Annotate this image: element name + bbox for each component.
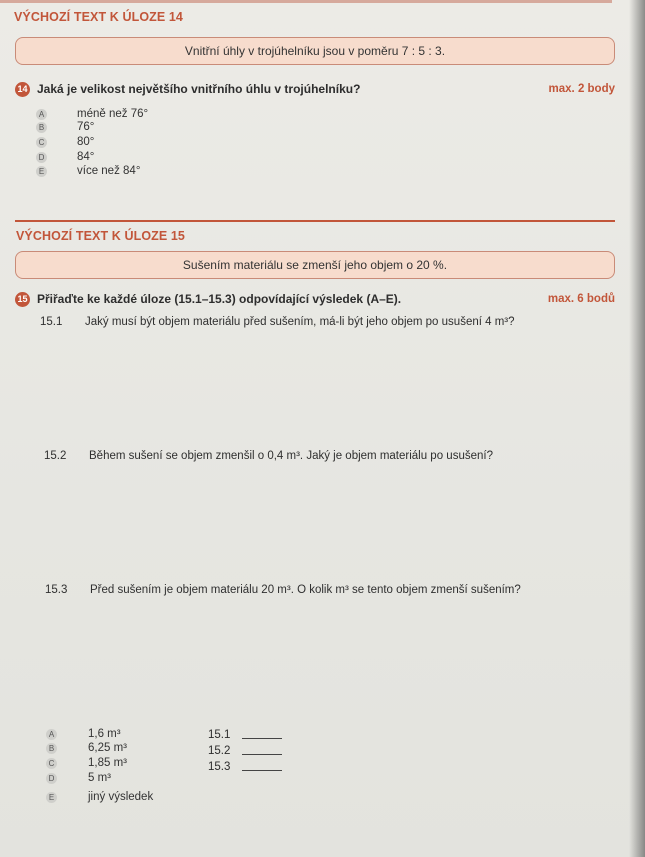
option-text: 6,25 m³ — [88, 742, 127, 754]
source-label-14: VÝCHOZÍ TEXT K ÚLOZE 14 — [14, 10, 183, 24]
option-text: 5 m³ — [88, 772, 111, 784]
option-text: 1,6 m³ — [88, 728, 121, 740]
subtask-text: Jaký musí být objem materiálu před sušením, má-li být jeho objem po usušení 4 m³? — [85, 316, 515, 328]
question-15-row — [15, 290, 615, 308]
option-letter: B — [36, 122, 47, 133]
answer-blank-line[interactable] — [242, 770, 282, 771]
answer-slot-15-1[interactable] — [208, 727, 282, 743]
question-number-badge: 14 — [15, 82, 30, 97]
option-b-15 — [46, 740, 127, 756]
question-number-badge: 15 — [15, 292, 30, 307]
option-letter: C — [36, 137, 47, 148]
answer-label: 15.3 — [208, 761, 231, 773]
source-text-14: Vnitřní úhly v trojúhelníku jsou v poměru 7 : 5 : 3. — [184, 44, 446, 58]
subtask-number: 15.2 — [44, 450, 67, 462]
subtask-15-1 — [40, 316, 515, 328]
option-e-15 — [46, 789, 153, 805]
option-letter: D — [36, 152, 47, 163]
source-box-14 — [15, 37, 615, 65]
answer-label: 15.1 — [208, 729, 231, 741]
option-letter: C — [46, 758, 57, 769]
answer-blank-line[interactable] — [242, 738, 282, 739]
option-text: více než 84° — [77, 165, 141, 177]
subtask-text: Během sušení se objem zmenšil o 0,4 m³. Jaký je objem materiálu po usušení? — [89, 450, 493, 462]
option-letter: E — [46, 792, 57, 803]
subtask-15-2 — [44, 450, 493, 462]
question-15-score: max. 6 bodů — [547, 293, 615, 305]
section-divider — [15, 220, 615, 222]
option-letter: D — [46, 773, 57, 784]
option-letter: A — [46, 729, 57, 740]
subtask-text: Před sušením je objem materiálu 20 m³. O kolik m³ se tento objem zmenší sušením? — [90, 584, 521, 596]
subtask-number: 15.3 — [45, 584, 68, 596]
option-text: 84° — [77, 151, 95, 163]
option-text: 1,85 m³ — [88, 757, 127, 769]
source-box-15 — [15, 251, 615, 279]
question-14-row — [15, 80, 615, 98]
option-text: méně než 76° — [77, 108, 149, 120]
option-c-15 — [46, 755, 127, 771]
answer-blank-line[interactable] — [242, 754, 282, 755]
source-label-15: VÝCHOZÍ TEXT K ÚLOZE 15 — [16, 229, 185, 243]
option-text: 76° — [77, 121, 95, 133]
question-14-text: Jaká je velikost největšího vnitřního úhlu v trojúhelníku? — [37, 82, 361, 96]
answer-slot-15-3[interactable] — [208, 759, 282, 775]
answer-label: 15.2 — [208, 745, 231, 757]
option-text: 80° — [77, 136, 95, 148]
page-edge-shadow — [629, 0, 645, 857]
source-text-15: Sušením materiálu se zmenší jeho objem o 20 %. — [182, 258, 448, 272]
subtask-15-3 — [45, 584, 521, 596]
option-letter: A — [36, 109, 47, 120]
option-text: jiný výsledek — [88, 791, 154, 803]
answer-slot-15-2[interactable] — [208, 743, 282, 759]
option-letter: E — [36, 166, 47, 177]
option-e — [36, 163, 140, 179]
option-b — [36, 119, 94, 135]
option-letter: B — [46, 743, 57, 754]
question-15-text: Přiřaďte ke každé úloze (15.1–15.3) odpovídající výsledek (A–E). — [37, 292, 402, 306]
subtask-number: 15.1 — [40, 316, 63, 328]
option-d-15 — [46, 770, 111, 786]
top-rule — [0, 0, 612, 3]
question-14-score: max. 2 body — [548, 83, 615, 95]
option-c — [36, 134, 94, 150]
